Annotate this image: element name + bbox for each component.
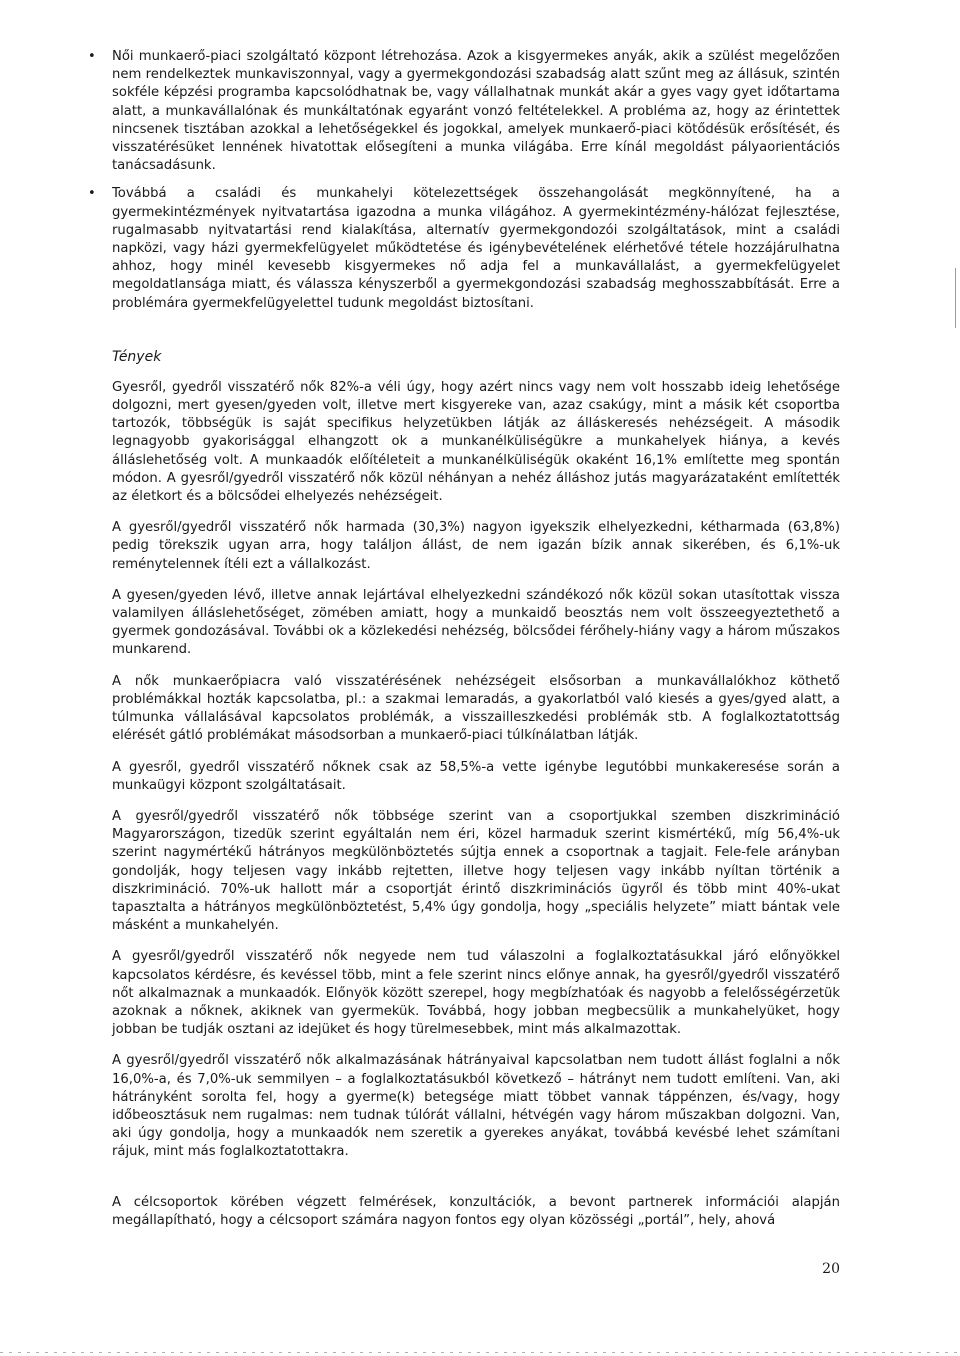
paragraph: A gyesről/gyedről visszatérő nők negyede nem tud válaszolni a foglalkoztatásukkal járó előnyökkel kapcsolatos kérdésre, és kevéssel több, mint a fele szerint nincs előnye annak, ha gyesről/gyedről visszatérő nőt alkalmaznak a munkaadók. Előnyök között szerepel, hogy megbízhatóak és nagyobb a felelősségérzetük azoknak a nőknek, akiknek van gyermekük. Továbbá, hogy jobban megbecsülik a munkahelyüket, hogy jobban be tudják osztani az idejüket és hogy türelmesebbek, mint más alkalmazottak. [112, 949, 840, 1038]
paragraph: A gyesen/gyeden lévő, illetve annak lejártával elhelyezkedni szándékozó nők közül sokan utasítottak vissza valamilyen álláslehetőséget, zömében amiatt, hogy a munkaidő beosztás nem volt összeegyeztethető a gyermek gondozásával. További ok a közlekedési nehézség, bölcsődei férőhely-hiány vagy a három műszakos munkarend. [112, 587, 840, 658]
paragraph: A gyesről/gyedről visszatérő nők harmada (30,3%) nagyon igyekszik elhelyezkedni, kétharmada (63,8%) pedig törekszik ugyan arra, hogy találjon állást, de nem igazán bízik annak sikerében, és 6,1%-uk reménytelennek ítéli ezt a vállalkozást. [112, 520, 840, 572]
scan-edge-mark [955, 268, 956, 328]
bullet-item [88, 48, 840, 175]
document-page [88, 48, 840, 1243]
bullet-item [88, 185, 840, 312]
bullet-icon: • [88, 186, 96, 202]
bullet-text: Továbbá a családi és munkahelyi kötelezettségek összehangolását megkönnyítené, ha a gyermekintézmények nyitvatartása igazodna a munka világához. A gyermekintézmény-hálózat fejlesztése, rugalmasabb nyitvatartási rend kialakítása, alternatív gyermekgondozói szolgáltatások, mint a családi napközi, vagy házi gyermekfelügyelet működtetése és igénybevételének elérhetővé tétele hozzájárulhatna ahhoz, hogy minél kevesebb kisgyermekes nő adja fel a munkavállalást, a gyermekfelügyelet megoldatlansága miatt, és válassza kényszerből a gyermekgondozási szabadság meghosszabbítását. Erre a problémára gyermekfelügyelettel tudunk megoldást biztosítani. [112, 186, 840, 311]
page-number: 20 [822, 1261, 840, 1277]
scan-bottom-edge [0, 1352, 960, 1353]
bullet-text: Női munkaerő-piaci szolgáltató központ létrehozása. Azok a kisgyermekes anyák, akik a szülést megelőzően nem rendelkeztek munkaviszonnyal, vagy a gyermekgondozási szabadság alatt szűnt meg az állásuk, szintén sokféle képzési programba kapcsolódhatnak be, vagy vállalhatnak munkát akár a gyes vagy gyet időtartama alatt, a munkavállalónak és munkáltatónak egyaránt vonzó feltételekkel. A probléma az, hogy az érintettek nincsenek tisztában azokkal a lehetőségekkel és jogokkal, amelyek munkaerő-piaci kötődésük erősítését, és visszatérésüket lennének hivatottak elősegíteni a munka világába. Erre kínál megoldást pályaorientációs tanácsadásunk. [112, 49, 840, 174]
section-heading: Tények [112, 348, 162, 365]
paragraph: Gyesről, gyedről visszatérő nők 82%-a véli úgy, hogy azért nincs vagy nem volt hosszabb ideig lehetősége dolgozni, mert gyesen/gyeden volt, illetve mert kisgyereke van, azaz csakúgy, mint a másik két csoportba tartozók, többségük is saját specifikus helyzetükben látják az álláskeresés nehézségeit. A második legnagyobb gyakorisággal elhangzott ok a munkanélküliségükre a munkahelyek hiánya, a kevés álláslehetőség volt. A munkaadók előítéleteit a munkanélküliségük okaként 16,1% említette meg spontán módon. A gyesről/gyedről visszatérő nők közül néhányan a nehéz álláshoz jutás magyarázataként említették az életkort és a bölcsődei elhelyezés nehézségeit. [112, 379, 840, 505]
paragraph: A nők munkaerőpiacra való visszatérésének nehézségeit elsősorban a munkavállalókhoz köthető problémákkal hozták kapcsolatba, pl.: a szakmai lemaradás, a gyakorlatból való kiesés a gyes/gyed alatt, a túlmunka vállalásával kapcsolatos problémák, a visszailleszkedési problémák stb. A foglalkoztatottság elérését gátló problémákat másodsorban a munkaerő-piaci túlkínálatban látják. [112, 673, 840, 744]
bullet-list [88, 48, 840, 313]
paragraph: A gyesről, gyedről visszatérő nőknek csak az 58,5%-a vette igénybe legutóbbi munkakeresése során a munkaügyi központ szolgáltatásait. [112, 759, 840, 793]
paragraph: A gyesről/gyedről visszatérő nők többsége szerint van a csoportjukkal szemben diszkrimináció Magyarországon, tizedük szerint egyáltalán nem éri, közel harmaduk szerint kismértékű, míg 56,4%-uk szerint nagymértékű hátrányos megkülönböztetés sújtja ennek a csoportnak a tagjait. Fele-fele arányban gondolják, hogy teljesen vagy inkább rejtetten, illetve hogy teljesen vagy inkább nyíltan történik a diszkrimináció. 70%-uk hallott már a csoportját érintő diszkriminációs ügyről és több mint 40%-ukat tapasztalta a hátrányos megkülönböztetést, 5,4% úgy gondolja, hogy „speciális helyzete” miatt bántak vele másként a munkahelyén. [112, 808, 840, 934]
bullet-icon: • [88, 49, 96, 64]
paragraph: A gyesről/gyedről visszatérő nők alkalmazásának hátrányaival kapcsolatban nem tudott állást foglalni a nők 16,0%-a, és 7,0%-uk semmilyen – a foglalkoztatásukból következő – hátrányt nem tudott említeni. Van, aki hátrányként sorolta fel, hogy a gyerme(k) betegsége miatt többet vannak táppénzen, és/vagy, hogy időbeosztásuk nem rugalmas: nem tudnak túlórát vállalni, hétvégén vagy három műszakban dolgozni. Van, aki úgy gondolja, hogy a munkaadók nem szeretik a gyerekes anyákat, továbbá kevésbé lehet számítani rájuk, mint más foglalkoztatottakra. [112, 1053, 840, 1160]
closing-paragraph: A célcsoportok körében végzett felmérések, konzultációk, a bevont partnerek információi alapján megállapítható, hogy a célcsoport számára nagyon fontos egy olyan közösségi „portál”, hely, ahová [112, 1194, 840, 1228]
